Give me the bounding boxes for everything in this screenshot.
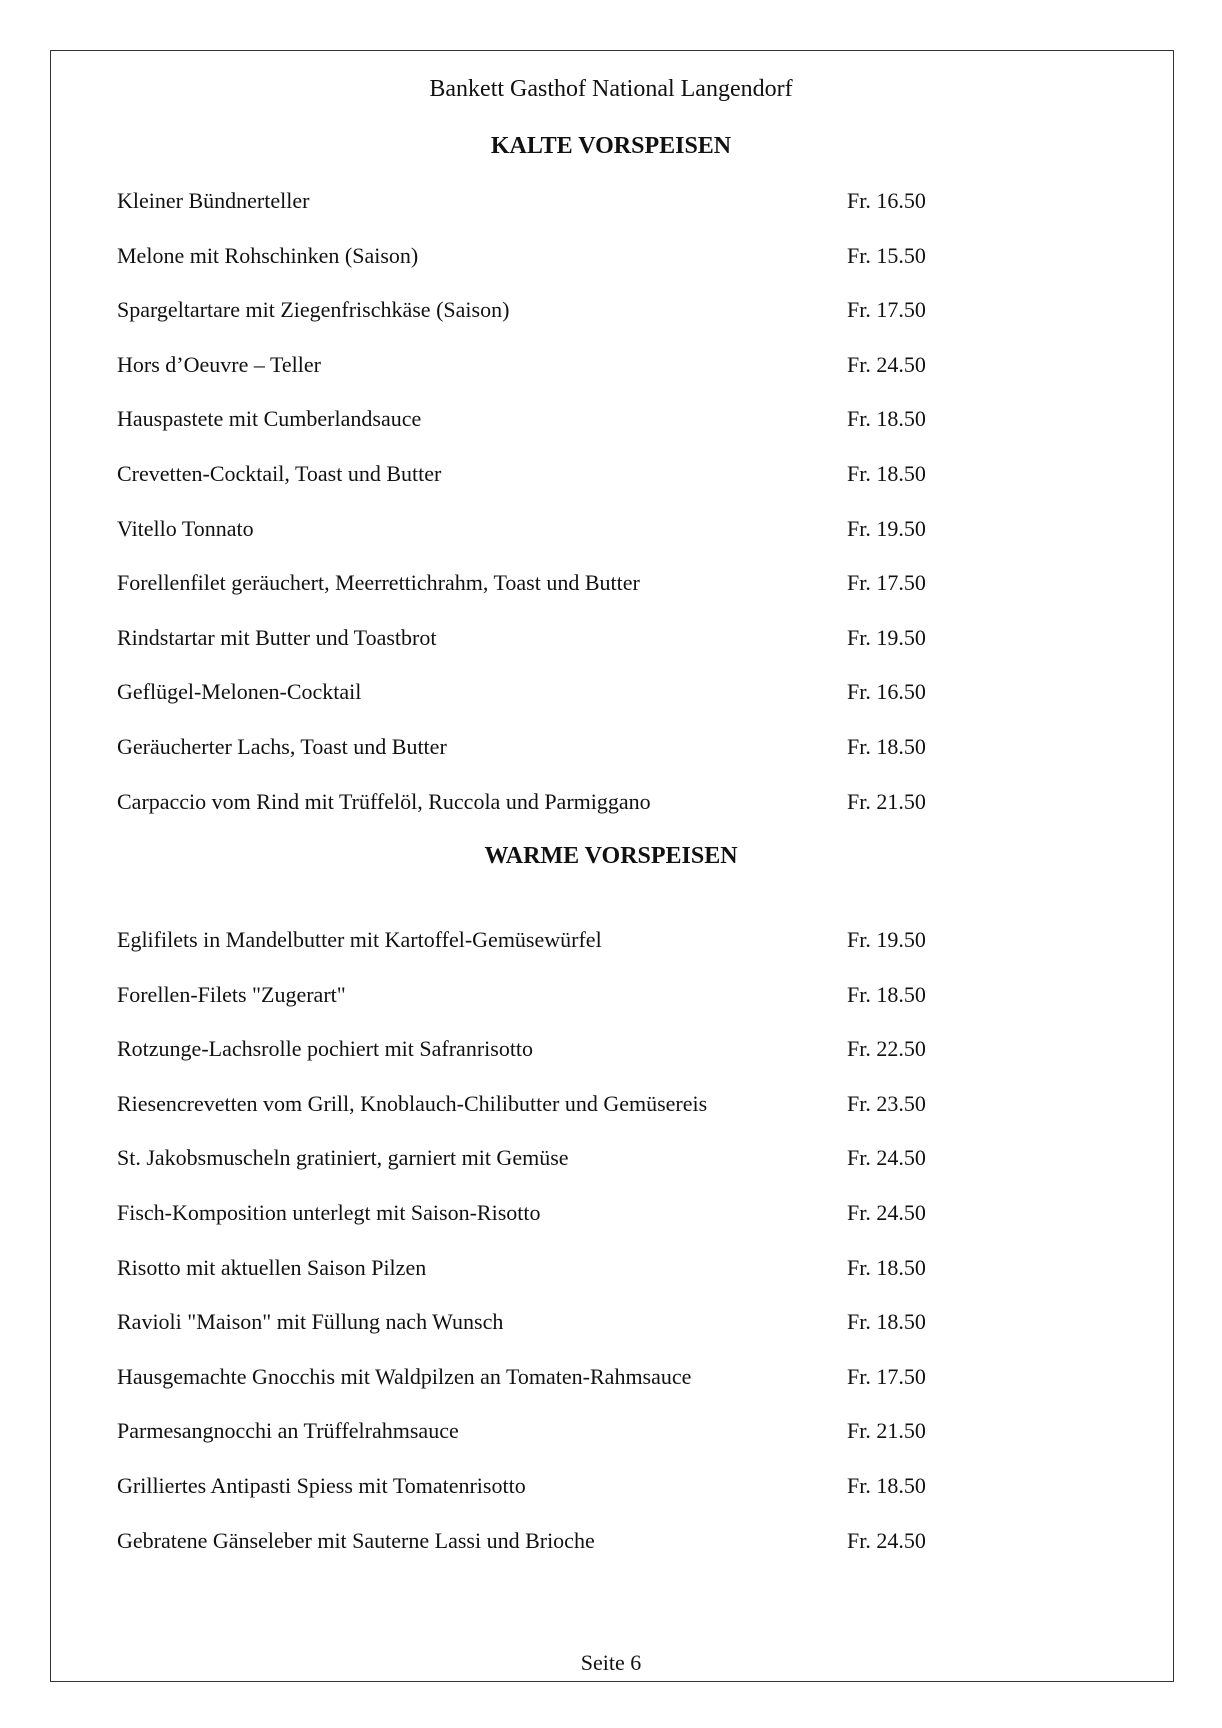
menu-item-price: Fr. 19.50 [847,927,926,952]
menu-item [117,1143,1017,1198]
menu-item-name: Riesencrevetten vom Grill, Knoblauch-Chilibutter und Gemüsereis [117,1090,708,1116]
menu-list-warm-starters [117,925,1017,1580]
menu-item [117,1253,1017,1308]
menu-item [117,295,1017,350]
menu-item-price: Fr. 16.50 [847,188,926,213]
menu-item [117,350,1017,405]
menu-item-name: Forellenfilet geräuchert, Meerrettichrahm, Toast und Butter [117,570,640,596]
menu-item-price: Fr. 24.50 [847,1145,926,1171]
menu-item-price: Fr. 18.50 [847,460,926,486]
menu-item-name: Hausgemachte Gnocchis mit Waldpilzen an Tomaten-Rahmsauce [117,1363,692,1389]
menu-item [117,1089,1017,1144]
menu-item-price: Fr. 18.50 [847,733,926,759]
menu-item-price: Fr. 17.50 [847,297,926,323]
menu-item-name: Forellen-Filets "Zugerart" [117,981,346,1007]
menu-item [117,1526,1017,1581]
menu-item [117,514,1017,569]
menu-item-name: Hauspastete mit Cumberlandsauce [117,406,422,432]
menu-item [117,241,1017,296]
menu-item-name: Spargeltartare mit Ziegenfrischkäse (Saison) [117,297,510,323]
menu-item-price: Fr. 15.50 [847,242,926,268]
menu-item-price: Fr. 18.50 [847,406,926,432]
menu-item-price: Fr. 17.50 [847,1363,926,1389]
menu-item [117,1471,1017,1526]
menu-item-name: Vitello Tonnato [117,515,254,541]
section-heading-cold-starters: KALTE VORSPEISEN [490,133,732,159]
menu-item [117,1034,1017,1089]
menu-item-price: Fr. 21.50 [847,788,926,814]
menu-item-name: Grilliertes Antipasti Spiess mit Tomatenrisotto [117,1472,526,1498]
menu-item-price: Fr. 18.50 [847,1254,926,1280]
menu-item-name: Fisch-Komposition unterlegt mit Saison-Risotto [117,1199,541,1225]
menu-item-price: Fr. 19.50 [847,624,926,650]
menu-item [117,1362,1017,1417]
menu-item [117,459,1017,514]
menu-item-name: Crevetten-Cocktail, Toast und Butter [117,460,442,486]
menu-item-price: Fr. 22.50 [847,1036,926,1062]
menu-item-price: Fr. 16.50 [847,679,926,705]
menu-item-name: Hors d’Oeuvre – Teller [117,351,321,377]
menu-item-name: Gebratene Gänseleber mit Sauterne Lassi und Brioche [117,1527,595,1553]
menu-item-name: Rotzunge-Lachsrolle pochiert mit Safranrisotto [117,1036,534,1062]
menu-item-name: Ravioli "Maison" mit Füllung nach Wunsch [117,1309,504,1335]
menu-item-price: Fr. 21.50 [847,1418,926,1444]
menu-item-name: Rindstartar mit Butter und Toastbrot [117,624,437,650]
menu-item-price: Fr. 18.50 [847,981,926,1007]
section-heading-warm-starters: WARME VORSPEISEN [484,843,738,869]
menu-item-name: Carpaccio vom Rind mit Trüffelöl, Ruccola und Parmiggano [117,788,651,814]
menu-item-name: Eglifilets in Mandelbutter mit Kartoffel-Gemüsewürfel [117,927,602,952]
menu-item-price: Fr. 24.50 [847,1199,926,1225]
menu-item-price: Fr. 24.50 [847,1527,926,1553]
menu-item [117,404,1017,459]
menu-item-name: St. Jakobsmuscheln gratiniert, garniert mit Gemüse [117,1145,569,1171]
menu-item [117,568,1017,623]
menu-item [117,1198,1017,1253]
menu-item-name: Risotto mit aktuellen Saison Pilzen [117,1254,427,1280]
menu-item-price: Fr. 24.50 [847,351,926,377]
menu-item-name: Geräucherter Lachs, Toast und Butter [117,733,447,759]
menu-item [117,925,1017,980]
menu-item [117,186,1017,241]
menu-item [117,1416,1017,1471]
menu-item [117,623,1017,678]
menu-item-name: Melone mit Rohschinken (Saison) [117,242,419,268]
menu-item-price: Fr. 23.50 [847,1090,926,1116]
menu-item-price: Fr. 17.50 [847,570,926,596]
menu-item [117,980,1017,1035]
menu-item [117,1307,1017,1362]
menu-list-cold-starters [117,186,1017,841]
menu-item-name: Kleiner Bündnerteller [117,188,310,213]
menu-item-name: Geflügel-Melonen-Cocktail [117,679,362,705]
menu-item [117,787,1017,842]
menu-item-name: Parmesangnocchi an Trüffelrahmsauce [117,1418,459,1444]
menu-item-price: Fr. 19.50 [847,515,926,541]
menu-item [117,677,1017,732]
menu-item [117,732,1017,787]
menu-item-price: Fr. 18.50 [847,1309,926,1335]
document-title: Bankett Gasthof National Langendorf [429,76,793,102]
page-number: Seite 6 [580,1650,642,1675]
menu-item-price: Fr. 18.50 [847,1472,926,1498]
